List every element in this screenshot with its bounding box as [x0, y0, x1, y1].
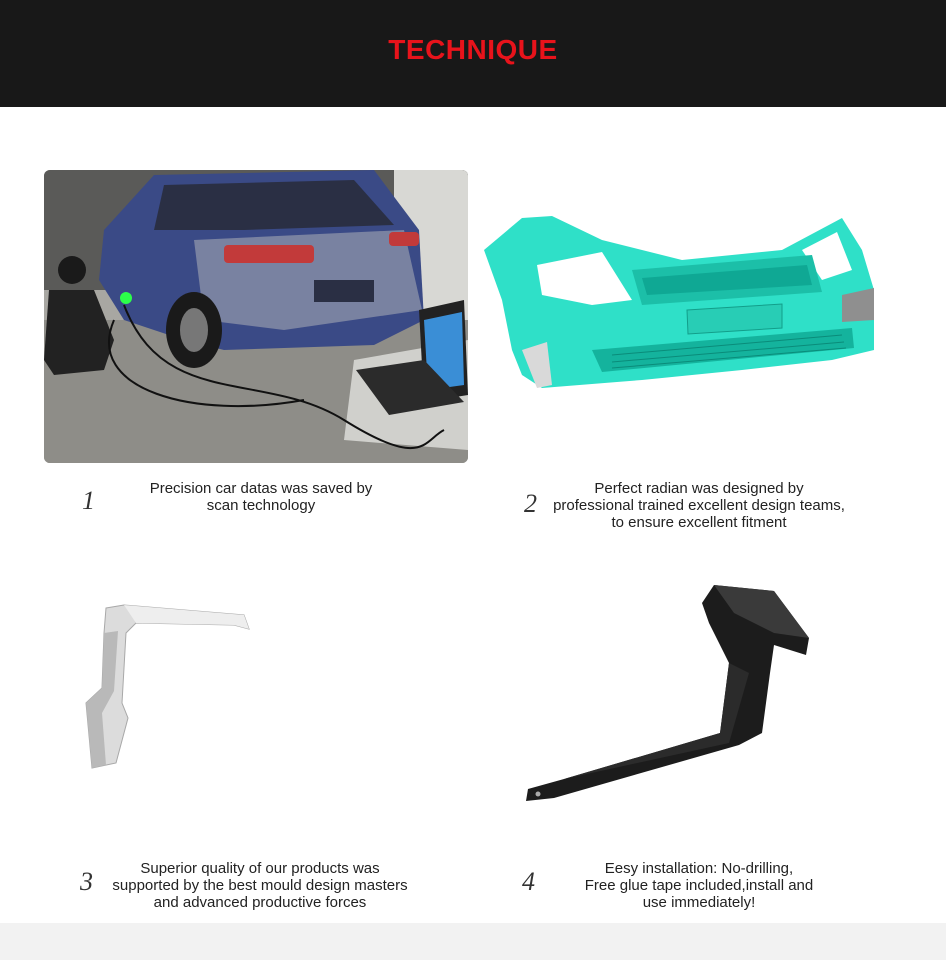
caption-2 [534, 480, 864, 531]
caption-4-line-1: Eesy installation: No-drilling, [604, 860, 794, 877]
carbon-part-illustration [524, 583, 814, 808]
mould-part-image [84, 603, 254, 773]
caption-4-line-2: Free glue tape included,install and [584, 877, 814, 894]
mould-part-illustration [84, 603, 254, 773]
caption-4 [549, 860, 849, 911]
caption-3 [95, 860, 425, 911]
step-number-4: 4 [522, 867, 535, 896]
scan-photo-image [44, 170, 468, 463]
footer-band [0, 923, 946, 960]
bumper-model-illustration [482, 210, 882, 410]
caption-2-line-3: to ensure excellent fitment [611, 514, 787, 531]
step-number-3: 3 [80, 867, 93, 896]
caption-3-line-2: supported by the best mould design masters [112, 877, 408, 894]
carbon-fiber-part-image [524, 583, 814, 808]
step-number-2: 2 [524, 489, 537, 518]
caption-3-line-3: and advanced productive forces [153, 894, 367, 911]
caption-2-line-1: Perfect radian was designed by [594, 480, 804, 497]
step-number-1: 1 [82, 486, 95, 515]
caption-1-line-2: scan technology [206, 497, 316, 514]
caption-1-line-1: Precision car datas was saved by [149, 480, 373, 497]
page-title: TECHNIQUE [388, 34, 558, 65]
3d-bumper-model-image [482, 210, 882, 410]
scan-photo-illustration [44, 170, 468, 463]
caption-2-line-2: professional trained excellent design teams, [553, 497, 845, 514]
caption-4-line-3: use immediately! [642, 894, 756, 911]
caption-3-line-1: Superior quality of our products was [140, 860, 380, 877]
caption-1 [111, 480, 411, 514]
